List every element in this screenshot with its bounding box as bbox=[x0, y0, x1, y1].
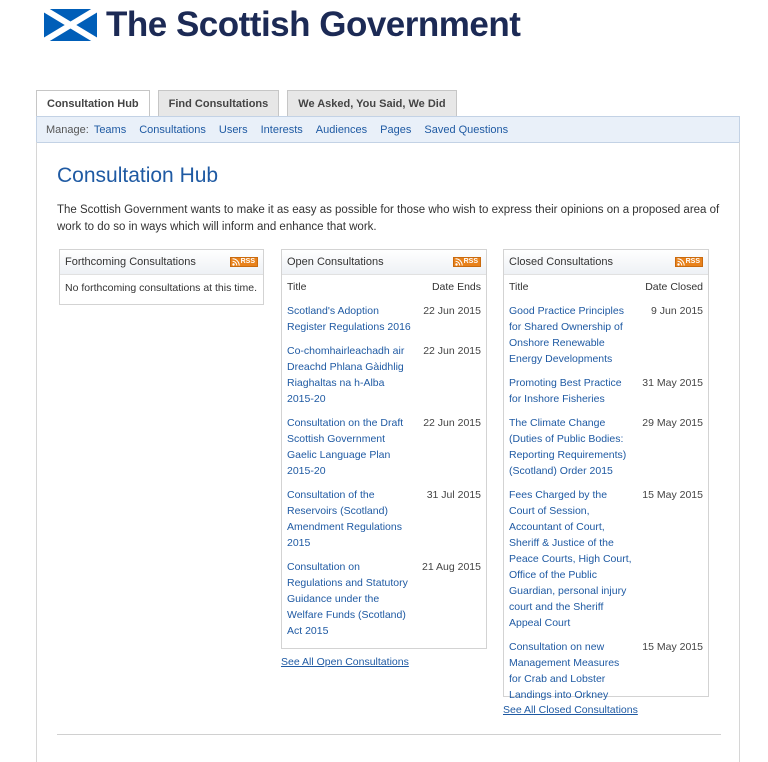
tab-we-asked-you-said-we-did[interactable]: We Asked, You Said, We Did bbox=[287, 90, 456, 117]
open-consultations-panel bbox=[281, 249, 487, 649]
site-brand-title[interactable]: The Scottish Government bbox=[106, 5, 521, 44]
consultation-link[interactable]: The Climate Change (Duties of Public Bodies: Reporting Requirements) (Scotland) Order 2015 bbox=[509, 417, 627, 477]
rss-feed-button[interactable] bbox=[675, 257, 703, 267]
column-header-date: Date Ends bbox=[431, 281, 481, 293]
main-content bbox=[36, 142, 740, 762]
closed-consultations-panel bbox=[503, 249, 709, 701]
rss-icon bbox=[677, 258, 685, 266]
consultation-date: 22 Jun 2015 bbox=[423, 305, 481, 317]
consultation-link[interactable]: Good Practice Principles for Shared Ownership of Onshore Renewable Energy Developments bbox=[509, 305, 624, 365]
manage-link-saved-questions[interactable]: Saved Questions bbox=[424, 123, 509, 136]
consultation-date: 15 May 2015 bbox=[642, 641, 703, 653]
consultation-link[interactable]: Consultation on Regulations and Statutory Guidance under the Welfare Funds (Scotland) Act 2015 bbox=[287, 561, 408, 637]
rss-feed-button[interactable] bbox=[453, 257, 481, 267]
table-header bbox=[509, 281, 703, 299]
saltire-flag-icon bbox=[44, 9, 97, 41]
consultation-row bbox=[509, 415, 703, 479]
consultation-date: 9 Jun 2015 bbox=[651, 305, 703, 317]
manage-link-interests[interactable]: Interests bbox=[260, 123, 303, 136]
rss-icon bbox=[232, 258, 240, 266]
rss-icon bbox=[455, 258, 463, 266]
manage-link-audiences[interactable]: Audiences bbox=[315, 123, 368, 136]
tab-find-consultations[interactable]: Find Consultations bbox=[158, 90, 280, 117]
column-header-date: Date Closed bbox=[645, 281, 703, 293]
consultation-date: 22 Jun 2015 bbox=[423, 345, 481, 357]
consultation-row bbox=[509, 639, 703, 703]
consultation-row bbox=[287, 303, 481, 335]
consultation-link[interactable]: Scotland's Adoption Register Regulations 2016 bbox=[287, 305, 411, 333]
consultation-date: 31 May 2015 bbox=[642, 377, 703, 389]
see-all-open-consultations-link[interactable]: See All Open Consultations bbox=[281, 656, 409, 668]
panel-title: Open Consultations bbox=[287, 256, 384, 268]
panel-body bbox=[282, 275, 486, 639]
divider bbox=[57, 734, 721, 735]
see-all-closed-consultations-link[interactable]: See All Closed Consultations bbox=[503, 704, 638, 716]
panel-header bbox=[504, 250, 708, 275]
manage-link-users[interactable]: Users bbox=[218, 123, 248, 136]
forthcoming-consultations-panel bbox=[59, 249, 264, 305]
consultation-row bbox=[287, 415, 481, 479]
consultation-date: 21 Aug 2015 bbox=[422, 561, 481, 573]
manage-link-consultations[interactable]: Consultations bbox=[139, 123, 206, 136]
manage-label: Manage: bbox=[46, 123, 89, 136]
intro-text: The Scottish Government wants to make it as easy as possible for those who wish to express their opinions on a proposed area of work to do so in ways which will inform and enhance that work. bbox=[57, 204, 720, 233]
consultation-row bbox=[509, 375, 703, 407]
rss-feed-button[interactable] bbox=[230, 257, 258, 267]
table-header bbox=[287, 281, 481, 299]
consultation-date: 29 May 2015 bbox=[642, 417, 703, 429]
manage-link-teams[interactable]: Teams bbox=[93, 123, 127, 136]
panel-title: Closed Consultations bbox=[509, 256, 613, 268]
consultation-link[interactable]: Consultation on the Draft Scottish Government Gaelic Language Plan 2015-20 bbox=[287, 417, 404, 477]
consultation-row bbox=[287, 487, 481, 551]
consultation-date: 22 Jun 2015 bbox=[423, 417, 481, 429]
site-header bbox=[44, 5, 521, 44]
tab-consultation-hub[interactable]: Consultation Hub bbox=[36, 90, 150, 117]
consultation-row bbox=[287, 559, 481, 639]
consultation-row bbox=[287, 343, 481, 407]
rss-label: RSS bbox=[463, 258, 478, 265]
main-tabs bbox=[36, 90, 465, 117]
panel-header bbox=[60, 250, 263, 275]
rss-label: RSS bbox=[685, 258, 700, 265]
consultation-row bbox=[509, 487, 703, 631]
column-header-title: Title bbox=[509, 281, 529, 293]
consultation-date: 31 Jul 2015 bbox=[426, 489, 481, 501]
manage-bar bbox=[36, 116, 740, 143]
manage-link-pages[interactable]: Pages bbox=[380, 123, 412, 136]
panel-title: Forthcoming Consultations bbox=[65, 256, 196, 268]
panel-body bbox=[504, 275, 708, 703]
consultation-link[interactable]: Consultation of the Reservoirs (Scotland) Amendment Regulations 2015 bbox=[287, 489, 402, 549]
consultation-row bbox=[509, 303, 703, 367]
page-title: Consultation Hub bbox=[57, 164, 219, 187]
panel-header bbox=[282, 250, 486, 275]
column-header-title: Title bbox=[287, 281, 307, 293]
consultation-link[interactable]: Fees Charged by the Court of Session, Accountant of Court, Sheriff & Justice of the Peace Courts, High Court, Office of the Public Guardian, personal injury court and the Sheriff Appeal Court bbox=[509, 489, 632, 629]
consultation-link[interactable]: Consultation on new Management Measures for Crab and Lobster Landings into Orkney bbox=[509, 641, 620, 701]
empty-message: No forthcoming consultations at this time. bbox=[65, 282, 258, 294]
rss-label: RSS bbox=[240, 258, 255, 265]
consultation-date: 15 May 2015 bbox=[642, 489, 703, 501]
consultation-link[interactable]: Co-chomhairleachadh air Dreachd Phlana Gàidhlig Riaghaltas na h-Alba 2015-20 bbox=[287, 345, 405, 405]
panel-body bbox=[60, 275, 263, 294]
consultation-link[interactable]: Promoting Best Practice for Inshore Fisheries bbox=[509, 377, 622, 405]
